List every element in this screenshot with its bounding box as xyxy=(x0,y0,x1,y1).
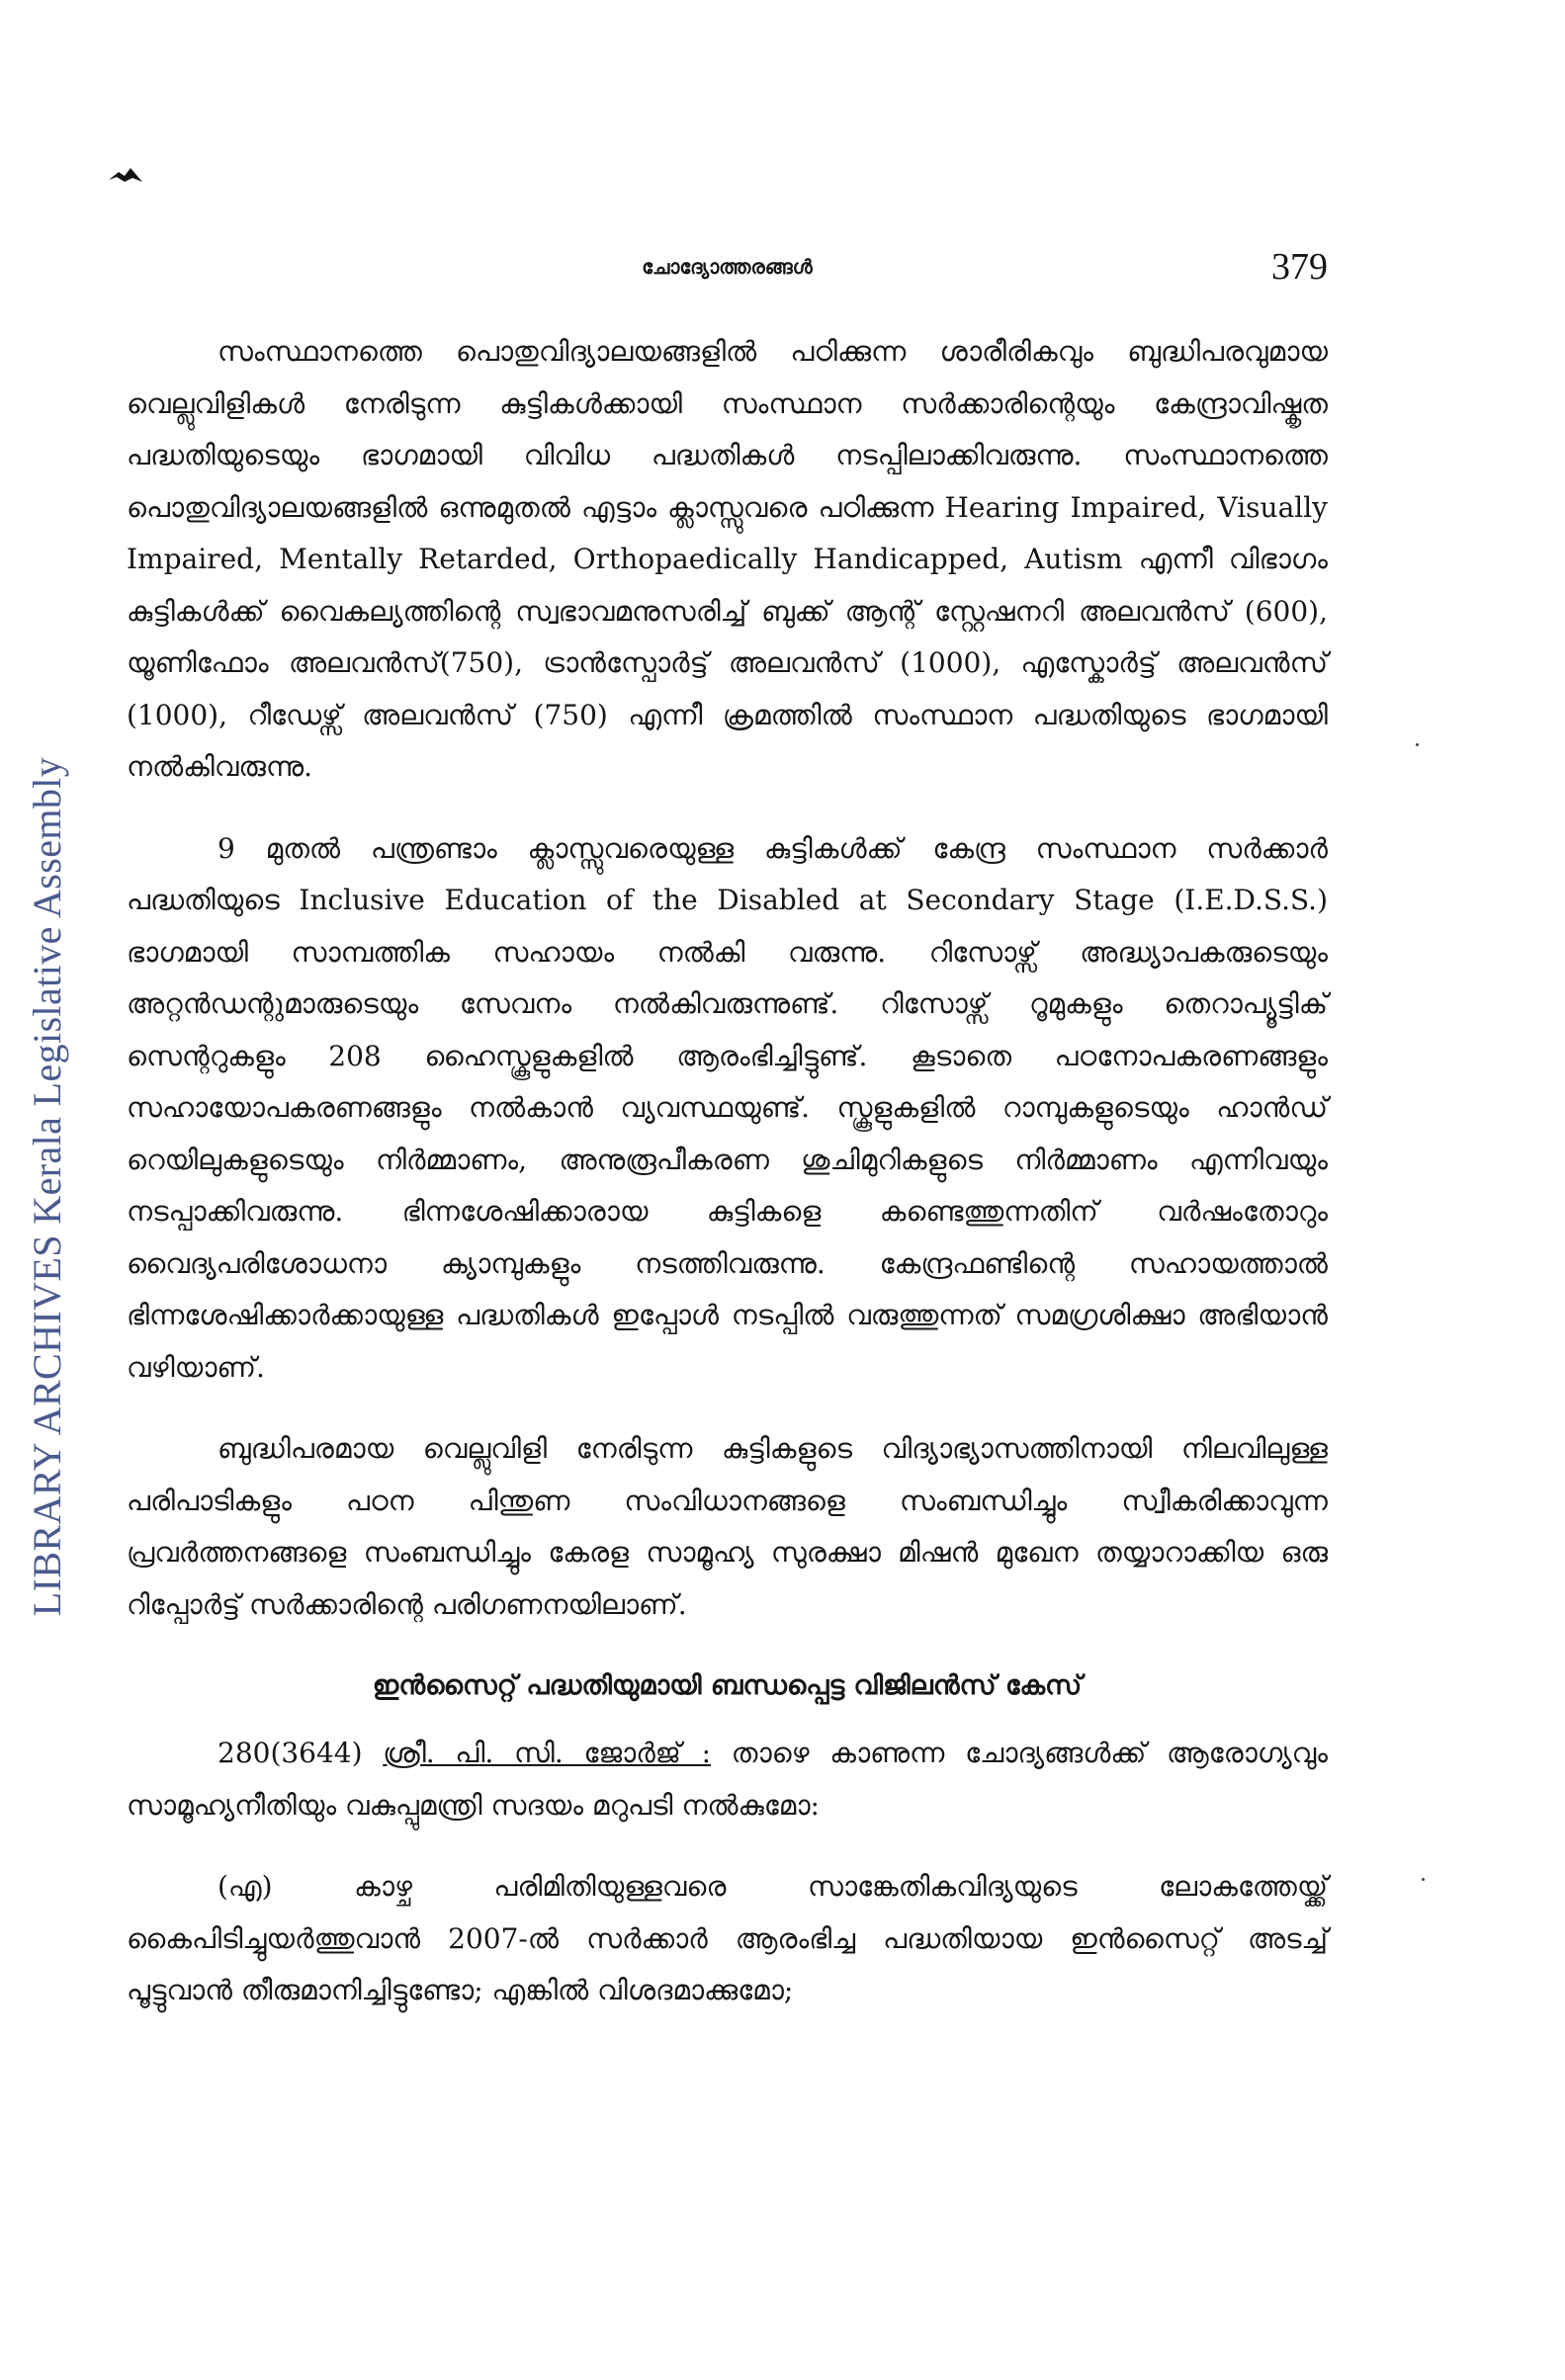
paragraph-state-schemes: സംസ്ഥാനത്തെ പൊതുവിദ്യാലയങ്ങളിൽ പഠിക്കുന്ന ശാരീരികവും ബുദ്ധിപരവുമായ വെല്ലുവിളികൾ നേരിടുന്ന കുട്ടികൾക്കായി സംസ്ഥാന സർക്കാരിന്റെയും കേന്ദ്രാവിഷ്കൃത പദ്ധതിയുടെയും ഭാഗമായി വിവിധ പദ്ധതികൾ നടപ്പിലാക്കിവരുന്നു. സംസ്ഥാനത്തെ പൊതുവിദ്യാലയങ്ങളിൽ ഒന്നുമുതൽ എട്ടാം ക്ലാസ്സുവരെ പഠിക്കുന്ന Hearing Impaired, Visually Impaired, Mentally Retarded, Orthopaedically Handicapped, Autism എന്നീ വിഭാഗം കുട്ടികൾക്ക് വൈകല്യത്തിന്റെ സ്വഭാവമനുസരിച്ച് ബുക്ക് ആന്റ് സ്റ്റേഷനറി അലവൻസ് (600), യൂണിഫോം അലവൻസ്(750), ട്രാൻസ്പോർട്ട് അലവൻസ് (1000), എസ്കോർട്ട് അലവൻസ് (1000), റീഡേഴ്സ് അലവൻസ് (750) എന്നീ ക്രമത്തിൽ സംസ്ഥാന പദ്ധതിയുടെ ഭാഗമായി നൽകിവരുന്നു. xyxy=(127,335,1328,783)
paragraph-report: ബുദ്ധിപരമായ വെല്ലുവിളി നേരിടുന്ന കുട്ടികളുടെ വിദ്യാഭ്യാസത്തിനായി നിലവിലുള്ള പരിപാടികളും പഠന പിന്തുണ സംവിധാനങ്ങളെ സംബന്ധിച്ചും സ്വീകരിക്കാവുന്ന പ്രവർത്തനങ്ങളെ സംബന്ധിച്ചും കേരള സാമൂഹ്യ സുരക്ഷാ മിഷൻ മുഖേന തയ്യാറാക്കിയ ഒരു റിപ്പോർട്ട് സർക്കാരിന്റെ പരിഗണനയിലാണ്. xyxy=(127,1432,1328,1621)
library-archives-watermark xyxy=(8,633,87,1740)
member-name: ശ്രീ. പി. സി. ജോർജ് : xyxy=(383,1737,712,1769)
section-heading: ഇൻസൈറ്റ് പദ്ധതിയുമായി ബന്ധപ്പെട്ട വിജിലൻസ് കേസ് xyxy=(372,1670,1083,1701)
question-number: 280(3644) xyxy=(217,1737,363,1769)
sub-question-a: (എ) കാഴ്ച പരിമിതിയുള്ളവരെ സാങ്കേതികവിദ്യയുടെ ലോകത്തേയ്ക്ക് കൈപിടിച്ചുയർത്തുവാൻ 2007-ൽ സർക്കാർ ആരംഭിച്ച പദ്ധതിയായ ഇൻസൈറ്റ് അടച്ച് പൂട്ടുവാൻ തീരുമാനിച്ചിട്ടുണ്ടോ; എങ്കിൽ വിശദമാക്കുമോ; xyxy=(127,1870,1328,2006)
question-paragraph xyxy=(127,1728,1328,1831)
scan-mark-icon xyxy=(107,164,144,186)
scan-speck xyxy=(1422,1878,1425,1881)
document-body xyxy=(127,326,1328,2047)
running-title: ചോദ്യോത്തരങ്ങൾ xyxy=(642,255,813,279)
page-header xyxy=(127,245,1328,304)
watermark-text: LIBRARY ARCHIVES Kerala Legislative Assembly xyxy=(25,756,70,1616)
paragraph-iedss: 9 മുതൽ പന്ത്രണ്ടാം ക്ലാസ്സുവരെയുള്ള കുട്ടികൾക്ക് കേന്ദ്ര സംസ്ഥാന സർക്കാർ പദ്ധതിയുടെ Inclusive Education of the Disabled at Secondary Stage (I.E.D.S.S.) ഭാഗമായി സാമ്പത്തിക സഹായം നൽകി വരുന്നു. റിസോഴ്സ് അദ്ധ്യാപകരുടെയും അറ്റൻഡന്റുമാരുടെയും സേവനം നൽകിവരുന്നുണ്ട്. റിസോഴ്സ് റൂമുകളും തെറാപ്യൂട്ടിക് സെന്ററുകളും 208 ഹൈസ്കൂളുകളിൽ ആരംഭിച്ചിട്ടുണ്ട്. കൂടാതെ പഠനോപകരണങ്ങളും സഹായോപകരണങ്ങളും നൽകാൻ വ്യവസ്ഥയുണ്ട്. സ്കൂളുകളിൽ റാമ്പുകളുടെയും ഹാൻഡ് റെയിലുകളുടെയും നിർമ്മാണം, അനുരൂപീകരണ ശുചിമുറികളുടെ നിർമ്മാണം എന്നിവയും നടപ്പാക്കിവരുന്നു. ഭിന്നശേഷിക്കാരായ കുട്ടികളെ കണ്ടെത്തുന്നതിന് വർഷംതോറും വൈദ്യപരിശോധനാ ക്യാമ്പുകളും നടത്തിവരുന്നു. കേന്ദ്രഫണ്ടിന്റെ സഹായത്താൽ ഭിന്നശേഷിക്കാർക്കായുള്ള പദ്ധതികൾ ഇപ്പോൾ നടപ്പിൽ വരുത്തുന്നത് സമഗ്രശിക്ഷാ അഭിയാൻ വഴിയാണ്. xyxy=(127,831,1328,1384)
page-number: 379 xyxy=(1271,246,1328,288)
scan-speck xyxy=(1416,743,1419,746)
question-text: താഴെ കാണുന്ന ചോദ്യങ്ങൾക്ക് ആരോഗ്യവും സാമൂഹ്യനീതിയും വകുപ്പുമന്ത്രി സദയം മറുപടി നൽകുമോ: xyxy=(127,1737,1328,1822)
